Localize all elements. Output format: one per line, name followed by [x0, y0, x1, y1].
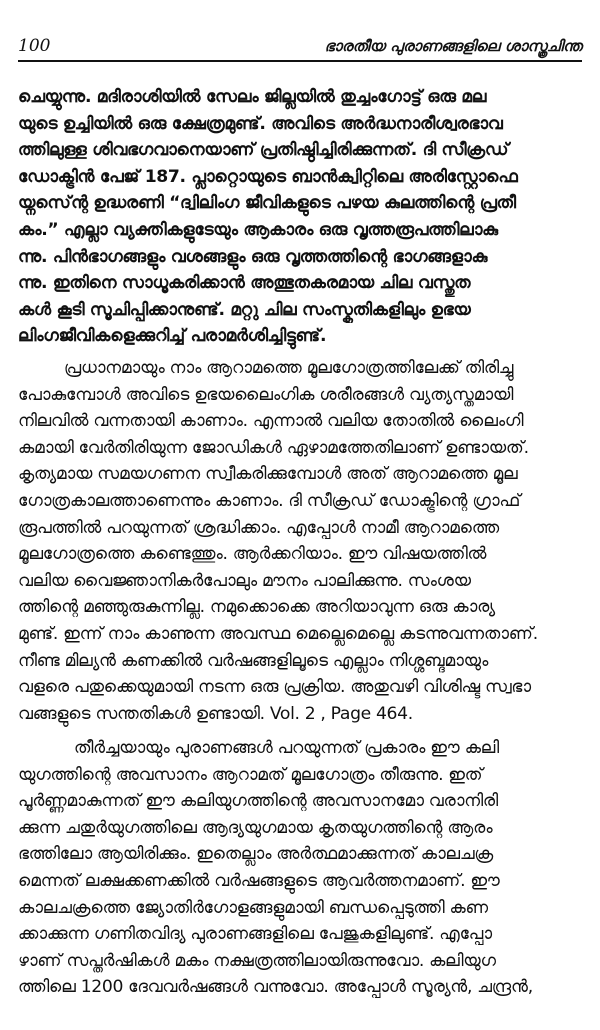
- text-line: യ്നസ്ന്റെ ഉദ്ധരണി “ദ്വിലിംഗ ജീവികളുടെ പഴയ കുലത്തിന്റെ പ്രതീ: [18, 193, 516, 214]
- paragraph-1: [18, 84, 584, 350]
- text-line: ഡോക്ട്രിൻ പേജ് 187. പ്ലാറ്റൊയുടെ ബാൻക്വിറ്റിലെ അരിസ്റ്റോഫെ: [18, 166, 518, 187]
- text-line: മൂലഗോത്രത്തെ കണ്ടെത്തും. ആർക്കറിയാം. ഈ വിഷയത്തിൽ: [18, 544, 487, 565]
- text-line: വങ്ങളുടെ സന്തതികൾ ഉണ്ടായി. Vol. 2 , Page 464.: [18, 703, 413, 724]
- running-title: ഭാരതീയ പുരാണങ്ങളിലെ ശാസ്ത്രചിന്ത: [324, 37, 582, 55]
- text-line: മുണ്ട്. ഇന്ന് നാം കാണുന്ന അവസ്ഥ മെല്ലെമെല്ലെ കടന്നുവന്നതാണ്.: [18, 623, 538, 644]
- text-line: ക്കുന്ന ചതുർയുഗത്തിലെ ആദ്യയുഗമായ കൃതയുഗത്തിന്റെ ആരം: [18, 817, 493, 838]
- header-rule: [18, 60, 582, 62]
- text-line: ത്തിന്റെ മഞ്ഞുരുകുന്നില്ല. നമുക്കൊക്കെ അറിയാവുന്ന ഒരു കാര്യ: [18, 597, 495, 618]
- text-line: കം.” എല്ലാ വ്യക്തികളുടേയും ആകാരം ഒരു വൃത്തരൂപത്തിലാകു: [18, 219, 498, 240]
- text-line: കൾ കൂടി സൂചിപ്പിക്കാനുണ്ട്. മറ്റു ചില സംസ്കൃതികളിലും ഉഭയ: [18, 299, 471, 320]
- text-line: യുടെ ഉച്ചിയിൽ ഒരു ക്ഷേത്രമുണ്ട്. അവിടെ അർദ്ധനാരീശ്വരഭാവ: [18, 113, 503, 134]
- text-line: വലിയ വൈജ്ഞാനികർപോലും മൗനം പാലിക്കുന്നു. സംശയ: [18, 570, 471, 591]
- text-line: ന്നു. പിൻഭാഗങ്ങളും വശങ്ങളും ഒരു വൃത്തത്തിന്റെ ഭാഗങ്ങളാകു: [18, 246, 488, 267]
- paragraph-3: [18, 735, 584, 1001]
- text-line: വളരെ പതുക്കെയുമായി നടന്ന ഒരു പ്രക്രിയ. അതുവഴി വിശിഷ്ട സ്വഭാ: [18, 677, 531, 698]
- text-line: നിലവിൽ വന്നതായി കാണാം. എന്നാൽ വലിയ തോതിൽ ലൈംഗി: [18, 411, 524, 432]
- text-line: നീണ്ട മില്യൻ കണക്കിൽ വർഷങ്ങളിലൂടെ എല്ലാം നിശ്ശബ്ദമായും: [18, 650, 489, 671]
- page-header: [18, 28, 582, 56]
- text-line: ഗോത്രകാലത്താണെന്നും കാണാം. ദി സീക്രഡ് ഡോക്ട്രിന്റെ ഗ്രാഫ്: [18, 490, 521, 511]
- text-line: കമായി വേർതിരിയുന്ന ജോഡികൾ ഏഴാമത്തേതിലാണ് ഉണ്ടായത്.: [18, 437, 529, 458]
- text-line: ന്നു. ഇതിനെ സാധൂകരിക്കാൻ അത്ഭുതകരമായ ചില വസ്തുത: [18, 273, 471, 294]
- text-line: യുഗത്തിന്റെ അവസാനം ആറാമത് മൂലഗോത്രം തീരുന്നു. ഇത്: [18, 764, 483, 785]
- paragraph-2: [18, 355, 584, 727]
- text-line: രൂപത്തിൽ പറയുന്നത് ശ്രദ്ധിക്കാം. എപ്പോൾ നാമീ ആറാമത്തെ: [18, 517, 500, 538]
- text-line: ക്കാക്കുന്ന ഗണിതവിദ്യ പുരാണങ്ങളിലെ പേജുകളിലുണ്ട്. എപ്പോ: [18, 924, 492, 945]
- text-line: പോകുമ്പോൾ അവിടെ ഉഭയലൈംഗിക ശരീരങ്ങൾ വ്യത്യസ്തമായി: [18, 384, 514, 405]
- text-line: ഴാണ് സപ്തർഷികൾ മകം നക്ഷത്രത്തിലായിരുന്നുവോ. കലിയുഗ: [18, 950, 496, 971]
- text-line: ത്തിലുള്ള ശിവഭഗവാനെയാണ് പ്രതിഷ്ഠിച്ചിരിക്കുന്നത്. ദി സീക്രഡ്: [18, 140, 509, 161]
- text-line: തീർച്ചയായും പുരാണങ്ങൾ പറയുന്നത് പ്രകാരം ഈ കലി: [74, 738, 499, 758]
- text-line: കൃത്യമായ സമയഗണന സ്വീകരിക്കുമ്പോൾ അത് ആറാമത്തെ മൂല: [18, 464, 518, 485]
- text-line: പൂർണ്ണമാകുന്നത് ഈ കലിയുഗത്തിന്റെ അവസാനമോ വരാനിരി: [18, 791, 498, 812]
- text-line: ചെയ്യുന്നു. മദിരാശിയിൽ സേലം ജില്ലയിൽ തുച്ചംഗോട്ട് ഒരു മല: [18, 87, 487, 107]
- text-line: ത്തിലെ 1200 ദേവവർഷങ്ങൾ വന്നുവോ. അപ്പോൾ സൂര്യൻ, ചന്ദ്രൻ,: [18, 977, 533, 998]
- text-line: ലിംഗജീവികളെക്കുറിച്ച് പരാമർശിച്ചിട്ടുണ്ട്.: [18, 326, 327, 347]
- text-line: പ്രധാനമായും നാം ആറാമത്തെ മൂലഗോത്രത്തിലേക്ക് തിരിച്ചു: [64, 358, 514, 378]
- text-line: ഭത്തിലോ ആയിരിക്കും. ഇതെല്ലാം അർത്ഥമാക്കുന്നത് കാലചക്ര: [18, 844, 494, 865]
- text-line: കാലചക്രത്തെ ജ്യോതിർഗോളങ്ങളുമായി ബന്ധപ്പെടുത്തി കണ: [18, 897, 488, 918]
- text-line: മെന്നത് ലക്ഷക്കണക്കിൽ വർഷങ്ങളുടെ ആവർത്തനമാണ്. ഈ: [18, 870, 500, 891]
- page-number: 100: [18, 36, 51, 56]
